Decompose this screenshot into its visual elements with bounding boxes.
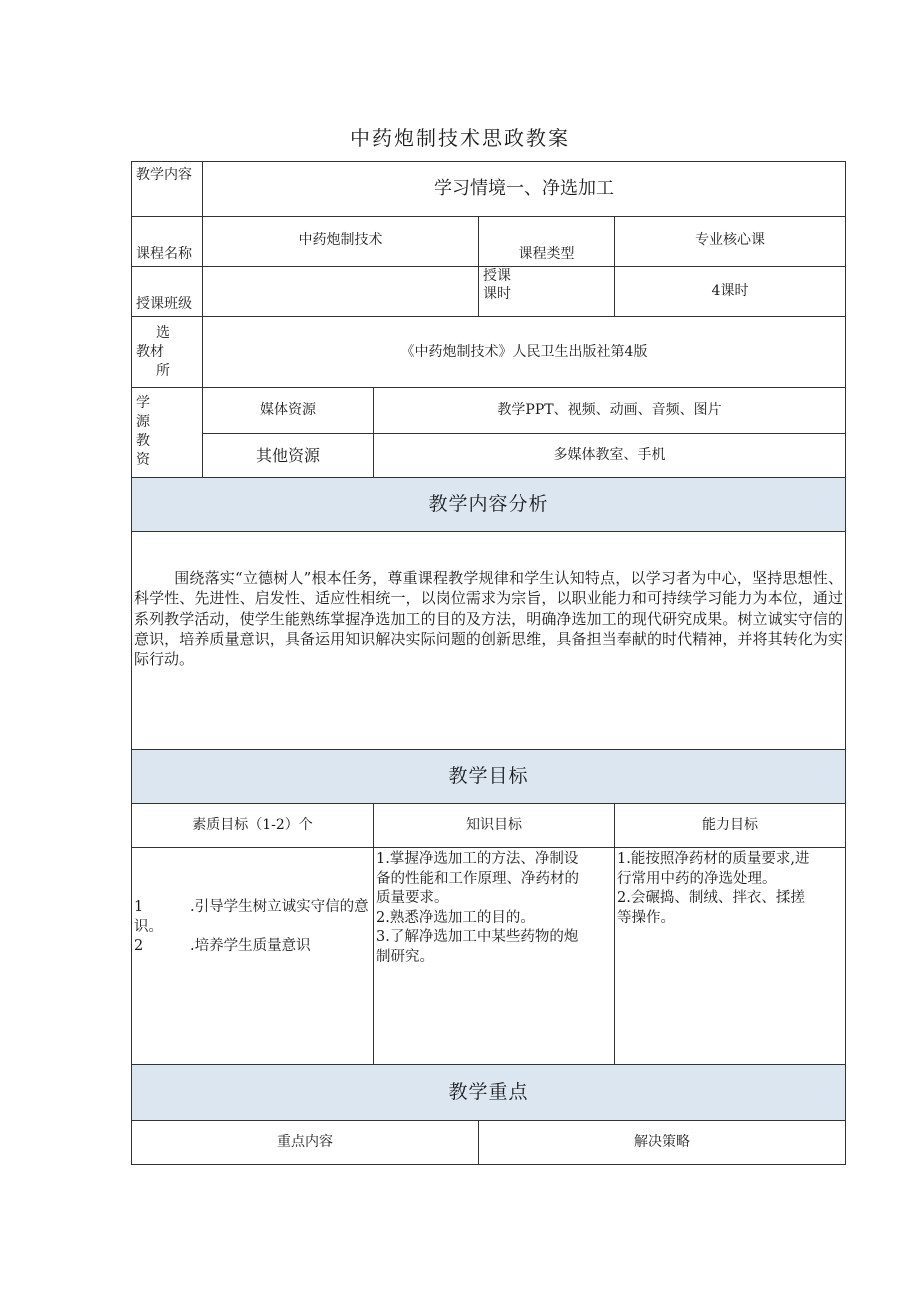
quality-objective-text: .引导学生树立诚实守信的意识。 [134,899,369,935]
textbook-label-char-1: 选 [156,324,170,341]
quality-objective-item [134,898,371,937]
media-resources-value: 教学PPT、视频、动画、音频、图片 [374,388,846,434]
resources-label-char-2: 源 [136,414,150,430]
quality-objective-text: .培养学生质量意识 [190,938,311,955]
resources-label-char-1: 学 [136,395,150,411]
textbook-label-char-3: 所 [156,362,170,379]
textbook-label [132,317,203,388]
row-course-name [132,217,846,267]
class-value [203,267,479,317]
quality-objective-item [134,937,371,957]
row-objectives-body [132,848,846,1065]
row-key-points-heading [132,1065,846,1121]
ability-objective-line: 行常用中药的净选处理。 [617,870,777,887]
knowledge-objective-line: 质量要求。 [376,890,449,907]
resources-label-char-4: 资 [136,452,150,468]
hours-label [479,267,615,317]
key-points-heading: 教学重点 [132,1065,846,1121]
analysis-paragraph [132,532,846,750]
teaching-content-value: 学习情境一、净选加工 [203,162,846,217]
knowledge-objective-header: 知识目标 [374,804,615,848]
course-name-value: 中药炮制技术 [203,217,479,267]
row-objectives-header [132,804,846,848]
teaching-content-label: 教学内容 [132,162,203,217]
knowledge-objectives [374,848,615,1065]
quality-objective-number: 2 [134,938,144,955]
row-teaching-content [132,162,846,217]
knowledge-objective-line: 2.熟悉净选加工的目的。 [376,909,535,926]
row-media-resources [132,388,846,434]
objectives-heading: 教学目标 [132,750,846,804]
hours-value: 4课时 [615,267,846,317]
other-resources-label: 其他资源 [203,434,374,478]
hours-label-line-2: 课时 [483,286,511,302]
ability-objective-line: 等操作。 [617,909,675,926]
key-content-header: 重点内容 [132,1121,479,1165]
ability-objective-header: 能力目标 [615,804,846,848]
knowledge-objective-line: 备的性能和工作原理、净药材的 [376,870,579,887]
ability-objective-line: 1.能按照净药材的质量要求,进 [617,851,810,867]
analysis-paragraph-text: 围绕落实“立德树人”根本任务，尊重课程教学规律和学生认知特点，以学习者为中心，坚持思想性、科学性、先进性、启发性、适应性相统一，以岗位需求为宗旨，以职业能力和可持续学习能力为本位，通过系列教学活动，使学生能熟练掌握净选加工的目的及方法，明确净选加工的现代研究成果。树立诚实守信的意识，培养质量意识，具备运用知识解决实际问题的创新思维，具备担当奉献的时代精神，并将其转化为实际行动。 [134,569,843,668]
analysis-heading: 教学内容分析 [132,478,846,532]
knowledge-objective-line: 制研究。 [376,948,434,965]
ability-objective-line: 2.会碾捣、制绒、拌衣、揉搓 [617,890,805,907]
class-label: 授课班级 [132,267,203,317]
row-analysis-body [132,532,846,750]
resources-label [132,388,203,478]
quality-objective-header: 素质目标（1-2）个 [132,804,374,848]
key-strategy-header: 解决策略 [479,1121,846,1165]
row-textbook [132,317,846,388]
row-other-resources [132,434,846,478]
course-type-label: 课程类型 [479,217,615,267]
course-type-value: 专业核心课 [615,217,846,267]
textbook-value: 《中药炮制技术》人民卫生出版社第4版 [203,317,846,388]
row-objectives-heading [132,750,846,804]
knowledge-objective-line: 3.了解净选加工中某些药物的炮 [376,929,579,946]
resources-label-char-3: 教 [136,433,150,449]
knowledge-objective-line: 1.掌握净选加工的方法、净制设 [376,851,579,867]
ability-objectives [615,848,846,1065]
hours-label-line-1: 授课 [483,268,511,284]
row-analysis-heading [132,478,846,532]
course-name-label: 课程名称 [132,217,203,267]
media-resources-label: 媒体资源 [203,388,374,434]
quality-objectives [132,848,374,1065]
document-title: 中药炮制技术思政教案 [350,126,570,150]
quality-objective-number: 1 [134,899,144,915]
textbook-label-char-2: 教材 [136,343,164,360]
other-resources-value: 多媒体教室、手机 [374,434,846,478]
lesson-plan-table [131,161,846,1165]
row-class-hours [132,267,846,317]
row-key-points-header [132,1121,846,1165]
